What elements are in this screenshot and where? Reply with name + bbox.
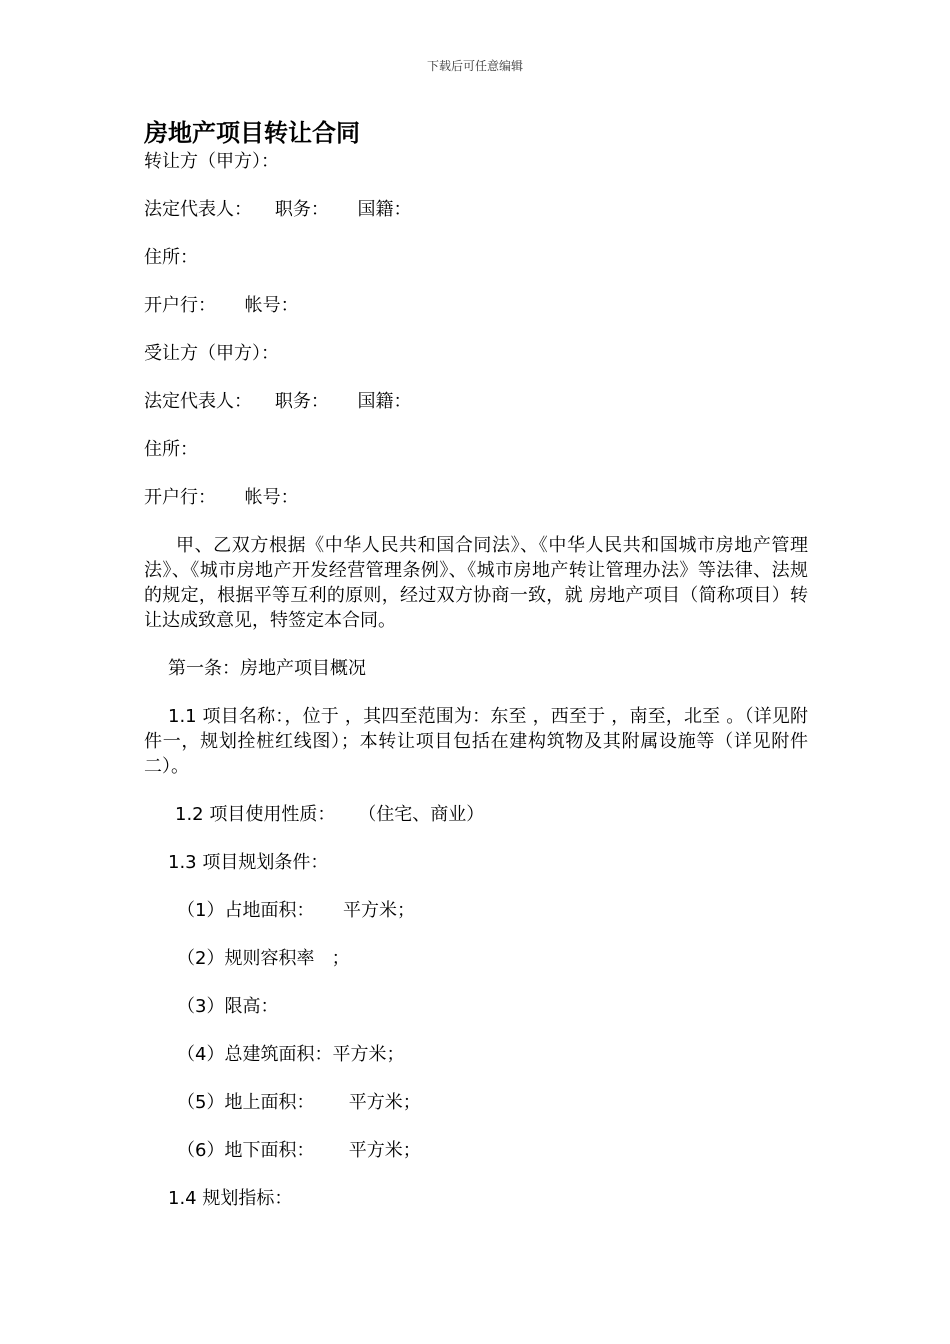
transferee-line: 受让方（甲方）： bbox=[144, 343, 279, 364]
preamble-paragraph: 甲、乙双方根据《中华人民共和国合同法》、《中华人民共和国城市房地产管理法》、《城市房地产开发经营管理条例》、《城市房地产转让管理办法》等法律、法规的规定，根据平等互利的原则，经过双方协商一致，就 房地产项目（简称项目）转让达成致意见，特签定本合同。 bbox=[144, 535, 808, 631]
address-line-2: 住所： bbox=[144, 439, 198, 460]
transferor-line: 转让方（甲方）： bbox=[144, 151, 279, 172]
sub-item-6: （6）地下面积： 平方米； bbox=[177, 1140, 421, 1161]
bank-line-1: 开户行： 帐号： bbox=[144, 295, 299, 316]
sub-item-2: （2）规则容积率 ； bbox=[177, 948, 350, 969]
representative-line-2: 法定代表人： 职务： 国籍： bbox=[144, 391, 412, 412]
address-line-1: 住所： bbox=[144, 247, 198, 268]
header-note: 下载后可任意编辑 bbox=[426, 59, 523, 73]
item-1-4: 1.4 规划指标： bbox=[168, 1188, 293, 1209]
sub-item-5: （5）地上面积： 平方米； bbox=[177, 1092, 421, 1113]
representative-line-1: 法定代表人： 职务： 国籍： bbox=[144, 199, 412, 220]
document-title: 房地产项目转让合同 bbox=[144, 119, 360, 147]
contract-body bbox=[144, 117, 808, 1234]
sub-item-3: （3）限高： bbox=[177, 996, 279, 1017]
item-1-2: 1.2 项目使用性质： （住宅、商业） bbox=[175, 804, 485, 825]
item-1-1: 1.1 项目名称：，位于 ，其四至范围为：东至 ，西至于 ，南至，北至 。（详见附件一，规划拴桩红线图）；本转让项目包括在建构筑物及其附属设施等（详见附件二）。 bbox=[144, 706, 808, 777]
item-1-3: 1.3 项目规划条件： bbox=[168, 852, 329, 873]
bank-line-2: 开户行： 帐号： bbox=[144, 487, 299, 508]
sub-item-1: （1）占地面积： 平方米； bbox=[177, 900, 416, 921]
sub-item-4: （4）总建筑面积：平方米； bbox=[177, 1044, 405, 1065]
article-1-heading: 第一条：房地产项目概况 bbox=[168, 658, 366, 679]
